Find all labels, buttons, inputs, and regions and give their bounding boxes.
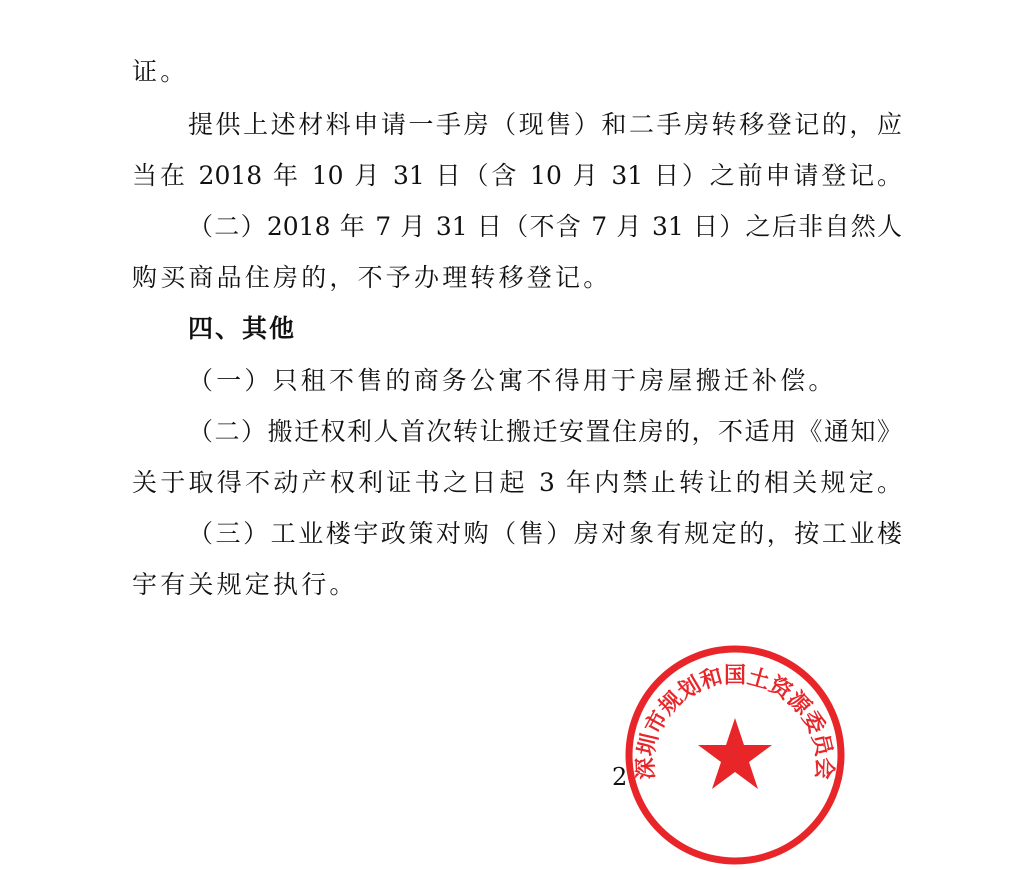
seal-text: 深圳市规划和国土资源委员会 [632, 662, 838, 781]
official-seal-stamp [620, 640, 850, 870]
text-line-9: 关于取得不动产权利证书之日起 3 年内禁止转让的相关规定。 [132, 468, 902, 497]
page-number: 2 [612, 763, 628, 791]
text-line-5: 购买商品住房的，不予办理转移登记。 [132, 263, 612, 292]
text-line-3: 当在 2018 年 10 月 31 日（含 10 月 31 日）之前申请登记。 [132, 161, 902, 190]
text-line-11: 宇有关规定执行。 [132, 570, 358, 599]
text-line-1: 证。 [132, 57, 189, 86]
text-line-2: 提供上述材料申请一手房（现售）和二手房转移登记的，应 [188, 110, 902, 139]
text-line-10: （三）工业楼宇政策对购（售）房对象有规定的，按工业楼 [188, 519, 902, 548]
text-line-7: （一）只租不售的商务公寓不得用于房屋搬迁补偿。 [188, 366, 837, 395]
seal-star-icon [698, 718, 772, 789]
text-line-8: （二）搬迁权利人首次转让搬迁安置住房的，不适用《通知》 [188, 417, 902, 446]
text-line-4: （二）2018 年 7 月 31 日（不含 7 月 31 日）之后非自然人 [188, 212, 902, 241]
section-heading: 四、其他 [188, 314, 297, 343]
